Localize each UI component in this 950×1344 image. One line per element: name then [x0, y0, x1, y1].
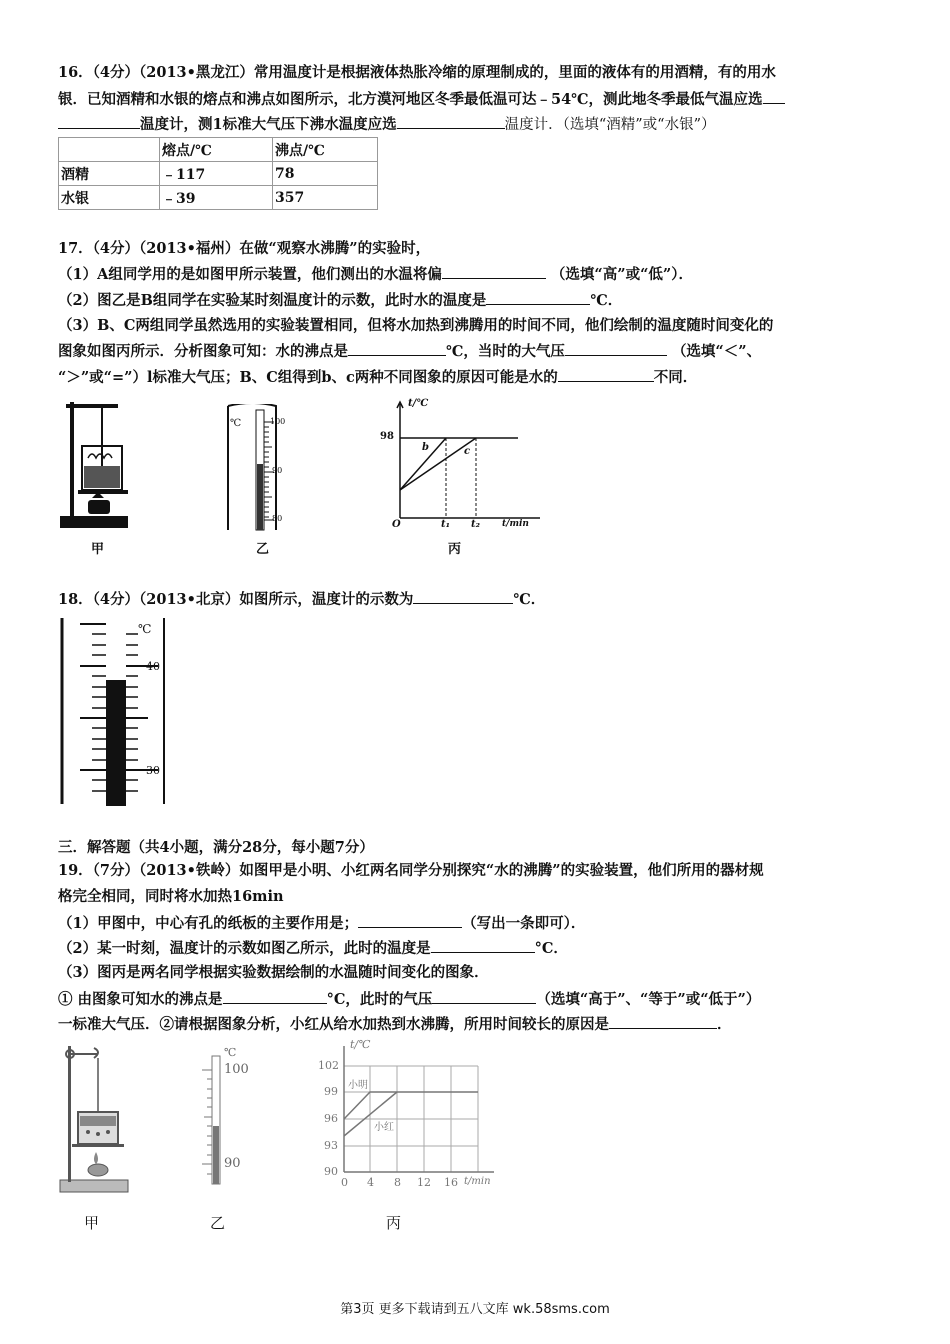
q19-line7: 一标准大气压．②请根据图象分析，小红从给水加热到水沸腾，所用时间较长的原因是 ． [58, 1013, 898, 1036]
table-header-cell [59, 138, 160, 162]
q17-graph-figure [378, 398, 544, 532]
table-header-cell: 熔点/℃ [160, 138, 273, 162]
q19-line1: 19．（7分）（2013•铁岭）如图甲是小明、小红两名同学分别探究“水的沸腾”的实验装置，他们所用的器材规 [58, 862, 764, 879]
q17-graph-ylabel: t/℃ [408, 398, 429, 409]
q17-line6: “＞”或“=”）l标准大气压；B、C组得到b、c两种不同图象的原因可能是水的 不同． [58, 366, 898, 389]
q16-line1: 16．（4分）（2013•黑龙江）常用温度计是根据液体热胀冷缩的原理制成的，里面的液体有的用酒精，有的用水 [58, 64, 776, 81]
q16-blank1[interactable] [763, 88, 785, 104]
q18-therm-tick: 40 [146, 660, 160, 673]
q17-blank4[interactable] [565, 340, 667, 356]
q17-therm-tick: 80 [272, 514, 283, 523]
q19-therm-tick: 100 [224, 1062, 249, 1077]
q19-graph-ytick: 90 [324, 1165, 338, 1178]
q19-graph-hong-label: 小红 [374, 1122, 394, 1133]
q19-graph-ytick: 96 [324, 1112, 338, 1125]
q19-graph-xtick: 16 [444, 1176, 458, 1189]
q18-therm-tick: 30 [146, 764, 160, 777]
q17-blank3[interactable] [348, 340, 446, 356]
q17-line2: （1）A组同学用的是如图甲所示装置，他们测出的水温将偏 （选填“高”或“低”）． [58, 263, 898, 286]
table-cell: ﹣39 [160, 186, 273, 210]
q17-blank2[interactable] [486, 289, 590, 305]
q16-blank2[interactable] [397, 113, 505, 129]
q18-line1: 18．（4分）（2013•北京）如图所示，温度计的示数为 ℃． [58, 588, 898, 611]
q19-caption-bing: 丙 [386, 1214, 402, 1232]
q19-graph-xtick: 8 [394, 1176, 401, 1189]
table-cell: 357 [273, 186, 378, 210]
table-cell: ﹣117 [160, 162, 273, 186]
q19-blank3[interactable] [223, 988, 327, 1004]
table-cell: 78 [273, 162, 378, 186]
q19-graph-xtick: 0 [341, 1176, 348, 1189]
q19-line6: ① 由图象可知水的沸点是 °C，此时的气压 （选填“高于”、“等于”或“低于”） [58, 988, 898, 1011]
q17-blank1[interactable] [442, 263, 546, 279]
q17-caption-bing: 丙 [448, 542, 462, 557]
q17-line5: 图象如图丙所示．分析图象可知：水的沸点是 ℃，当时的大气压 （选填“＜”、 [58, 340, 898, 363]
table-header-row [59, 138, 378, 162]
q19-therm-tick: 90 [224, 1156, 241, 1171]
page-footer: 第3页 更多下载请到五八文库 wk.58sms.com [340, 1302, 610, 1317]
q18-blank1[interactable] [413, 588, 513, 604]
q17-graph-t1: t₁ [441, 519, 450, 530]
q19-blank4[interactable] [432, 988, 536, 1004]
table-cell: 酒精 [59, 162, 160, 186]
q19-blank1[interactable] [358, 912, 462, 928]
q17-graph-svg [378, 398, 544, 532]
q16-line2: 银．已知酒精和水银的熔点和沸点如图所示，北方漠河地区冬季最低温可达﹣54℃，测此地冬季最低气温应选 [58, 88, 898, 111]
q19-graph-ylabel: t/℃ [350, 1038, 371, 1051]
q19-graph-svg [318, 1040, 504, 1196]
q18-therm-unit: ℃ [138, 622, 152, 636]
q19-graph-figure [318, 1040, 504, 1196]
q17-line1: 17．（4分）（2013•福州）在做“观察水沸腾”的实验时， [58, 240, 431, 257]
q19-line4: （2）某一时刻，温度计的示数如图乙所示，此时的温度是 °C． [58, 937, 898, 960]
q19-graph-ytick: 102 [318, 1059, 339, 1072]
q17-thermometer-figure [222, 404, 284, 532]
q16-line3: 温度计，测1标准大气压下沸水温度应选 温度计．（选填“酒精”或“水银”） [58, 113, 898, 136]
q19-caption-jia: 甲 [84, 1214, 100, 1232]
q16-blank1-cont[interactable] [58, 113, 140, 129]
table-row [59, 162, 378, 186]
q17-line3: （2）图乙是B组同学在实验某时刻温度计的示数，此时水的温度是 ℃． [58, 289, 898, 312]
q19-graph-ytick: 93 [324, 1139, 338, 1152]
q19-graph-xtick: 4 [367, 1176, 374, 1189]
q17-graph-c: c [464, 446, 471, 457]
q18-thermometer-figure [58, 618, 170, 806]
q17-graph-t2: t₂ [471, 519, 480, 530]
section-3-heading: 三．解答题（共4小题，满分28分，每小题7分） [58, 839, 374, 856]
q17-apparatus-figure [58, 398, 134, 532]
q17-blank5[interactable] [558, 366, 654, 382]
q19-line5: （3）图丙是两名同学根据实验数据绘制的水温随时间变化的图象． [58, 964, 489, 981]
q19-thermometer-figure [196, 1046, 250, 1186]
q19-graph-xtick: 12 [417, 1176, 431, 1189]
q17-line4: （3）B、C两组同学虽然选用的实验装置相同，但将水加热到沸腾用的时间不同，他们绘制的温度随时间变化的 [58, 317, 774, 334]
q19-graph-xlabel: t/min [464, 1176, 491, 1187]
q19-caption-yi: 乙 [210, 1214, 226, 1232]
q19-graph-ming-label: 小明 [348, 1080, 368, 1091]
q19-graph-ytick: 99 [324, 1085, 338, 1098]
q17-therm-unit: ℃ [230, 418, 242, 429]
table-cell: 水银 [59, 186, 160, 210]
q19-therm-unit: ℃ [224, 1046, 237, 1059]
q19-blank5[interactable] [609, 1013, 717, 1029]
q17-therm-tick: 90 [272, 466, 283, 475]
q17-graph-y98: 98 [380, 431, 394, 442]
q17-therm-tick: 100 [270, 417, 286, 426]
q19-apparatus-figure [58, 1040, 132, 1196]
melting-point-table [58, 137, 378, 210]
table-row [59, 186, 378, 210]
q17-graph-b: b [422, 442, 429, 453]
q18-thermometer-svg [58, 618, 170, 806]
q17-graph-xlabel: t/min [502, 519, 529, 529]
q17-caption-jia: 甲 [91, 542, 105, 557]
q19-line2: 格完全相同，同时将水加热16min [58, 888, 284, 905]
q17-caption-yi: 乙 [256, 542, 270, 557]
q19-line3: （1）甲图中，中心有孔的纸板的主要作用是； （写出一条即可）． [58, 912, 898, 935]
q17-graph-origin: O [392, 519, 401, 530]
table-header-cell: 沸点/℃ [273, 138, 378, 162]
q19-blank2[interactable] [431, 937, 535, 953]
